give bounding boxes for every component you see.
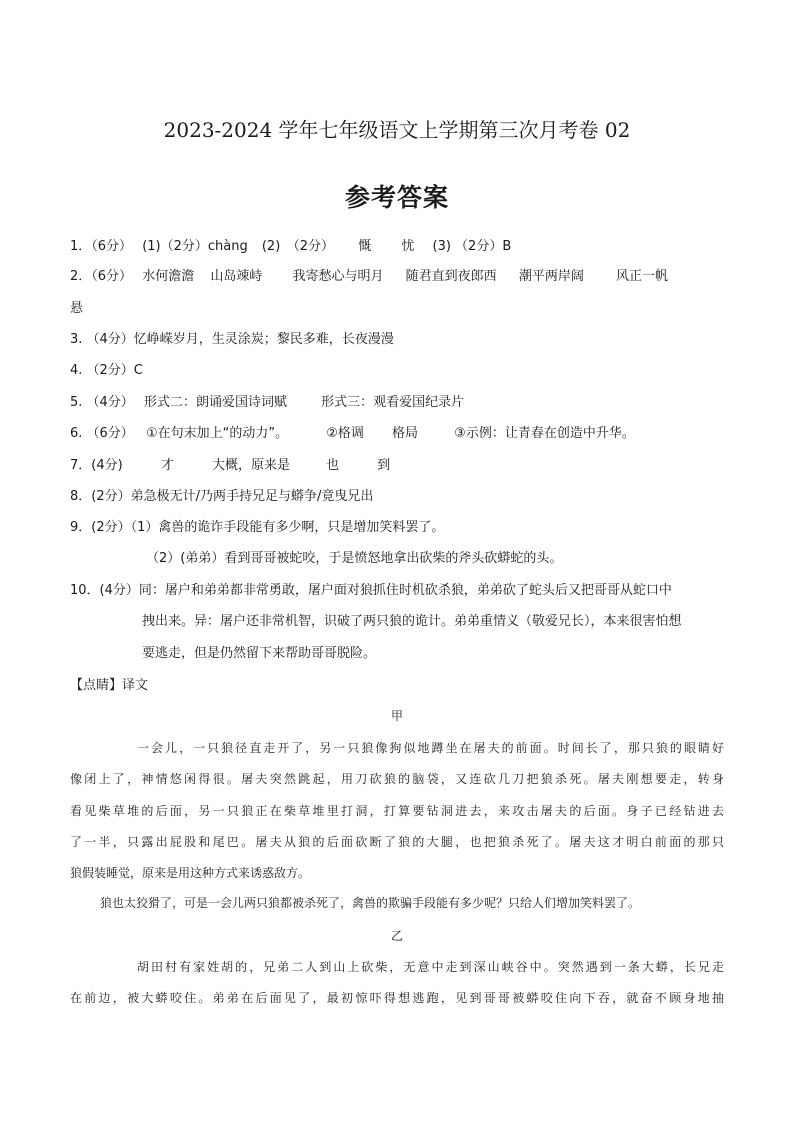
q6-answer-2: ②格调: [326, 426, 364, 441]
q2-answer-5: 潮平两岸阔: [518, 269, 584, 284]
answer-q6: [70, 425, 635, 443]
q2-prefix: 2．（6分）: [70, 269, 133, 284]
translation-jia-line: 像闭上了，神情悠闲得很。屠夫突然跳起，用刀砍狼的脑袋，又连砍几刀把狼杀死。屠夫刚想要走，转身: [70, 772, 724, 786]
exam-title: 2023-2024 学年七年级语文上学期第三次月考卷 02: [163, 118, 631, 142]
translation-jia-line: 狼假装睡觉，原来是用这种方式来诱惑敌方。: [70, 866, 311, 880]
answer-q4: 4. （2分）C: [70, 363, 143, 378]
q7-answer-2: 大概，原来是: [211, 458, 290, 473]
answer-q1: [70, 238, 511, 256]
translation-jia-line: 看见柴草堆的后面，另一只狼正在柴草堆里打洞，打算要钻洞进去，来攻击屠夫的后面。身子已经钻进去: [70, 804, 724, 818]
q5-answer-1: 形式二：朗诵爱国诗词赋: [143, 395, 287, 410]
answer-q10-line1: 10．(4分）同：屠户和弟弟都非常勇敢，屠户面对狼抓住时机砍杀狼，弟弟砍了蛇头后又把哥哥从蛇口中: [70, 583, 672, 598]
q1-part1: (1)（2分）chàng: [142, 239, 248, 254]
translation-jia-line: 了一半，只露出屁股和尾巴。屠夫从狼的后面砍断了狼的大腿，也把狼杀死了。屠夫这才明白前面的那只: [70, 835, 724, 849]
q1-part3: (3) （2分）B: [432, 239, 512, 254]
q6-prefix: 6. （6分）: [70, 426, 134, 441]
q2-answer-4: 随君直到夜郎西: [405, 269, 497, 284]
note-label: 【点睛】译文: [70, 678, 149, 693]
translation-heading-yi: 乙: [390, 929, 403, 943]
translation-yi-line: 在前边，被大蟒咬住。弟弟在后面见了，最初惊吓得想逃跑，见到哥哥被蟒咬住向下吞，就奋不顾身地抽: [70, 991, 724, 1005]
answer-q3: 3. （4分）忆峥嵘岁月，生灵涂炭；黎民多难，长夜漫漫: [70, 332, 394, 347]
q1-answer-1: 慨: [358, 239, 372, 254]
translation-jia-last: 狼也太狡猾了，可是一会儿两只狼都被杀死了，禽兽的欺骗手段能有多少呢？只给人们增加笑料罢了。: [100, 896, 641, 910]
q1-part2: (2) （2分）: [261, 239, 335, 254]
answer-q7: [70, 457, 390, 475]
answer-q9-line2: （2）(弟弟）看到哥哥被蛇咬，于是愤怒地拿出砍柴的斧头砍蟒蛇的头。: [146, 551, 563, 566]
q6-answer-4: ③示例：让青春在创造中升华。: [454, 426, 635, 441]
q2-answer-2: 山岛竦峙: [210, 269, 263, 284]
answer-key-heading: 参考答案: [344, 183, 449, 212]
q7-prefix: 7．(4分): [70, 458, 123, 473]
q6-answer-1: ①在句末加上“的动力”。: [145, 426, 289, 441]
answer-q2: [70, 268, 668, 286]
answer-q5: [70, 394, 464, 412]
q2-answer-1: 水何澹澹: [142, 269, 195, 284]
q7-answer-1: 才: [160, 458, 174, 473]
q6-answer-3: 格局: [392, 426, 419, 441]
translation-jia-line: 一会儿，一只狼径直走开了，另一只狼像狗似地蹲坐在屠夫的前面。时间长了，那只狼的眼睛好: [137, 741, 724, 755]
q1-answer-2: 忧: [401, 239, 415, 254]
translation-heading-jia: 甲: [390, 709, 403, 723]
q2-answer-6: 风正一帆: [615, 269, 668, 284]
answer-q10-line3: 要逃走，但是仍然留下来帮助哥哥脱险。: [142, 646, 377, 661]
translation-yi-line: 胡田村有家姓胡的，兄弟二人到山上砍柴，无意中走到深山峡谷中。突然遇到一条大蟒，长兄走: [137, 960, 724, 974]
q7-answer-4: 到: [377, 458, 391, 473]
answer-q8: 8．(2分）弟急极无计/乃两手持兄足与蟒争/竟曳兄出: [70, 489, 374, 504]
q7-answer-3: 也: [326, 458, 340, 473]
answer-q10-line2: 拽出来。异：屠户还非常机智，识破了两只狼的诡计。弟弟重情义（敬爱兄长），本来很害怕想: [142, 614, 682, 629]
q1-prefix: 1．（6分）: [70, 239, 133, 254]
q5-prefix: 5. （4分）: [70, 395, 134, 410]
q5-answer-2: 形式三：观看爱国纪录片: [321, 395, 465, 410]
answer-q2-continued: 悬: [70, 301, 84, 316]
answer-q9-line1: 9．(2分）（1）禽兽的诡诈手段能有多少啊，只是增加笑料罢了。: [70, 520, 445, 535]
q2-answer-3: 我寄愁心与明月: [292, 269, 384, 284]
